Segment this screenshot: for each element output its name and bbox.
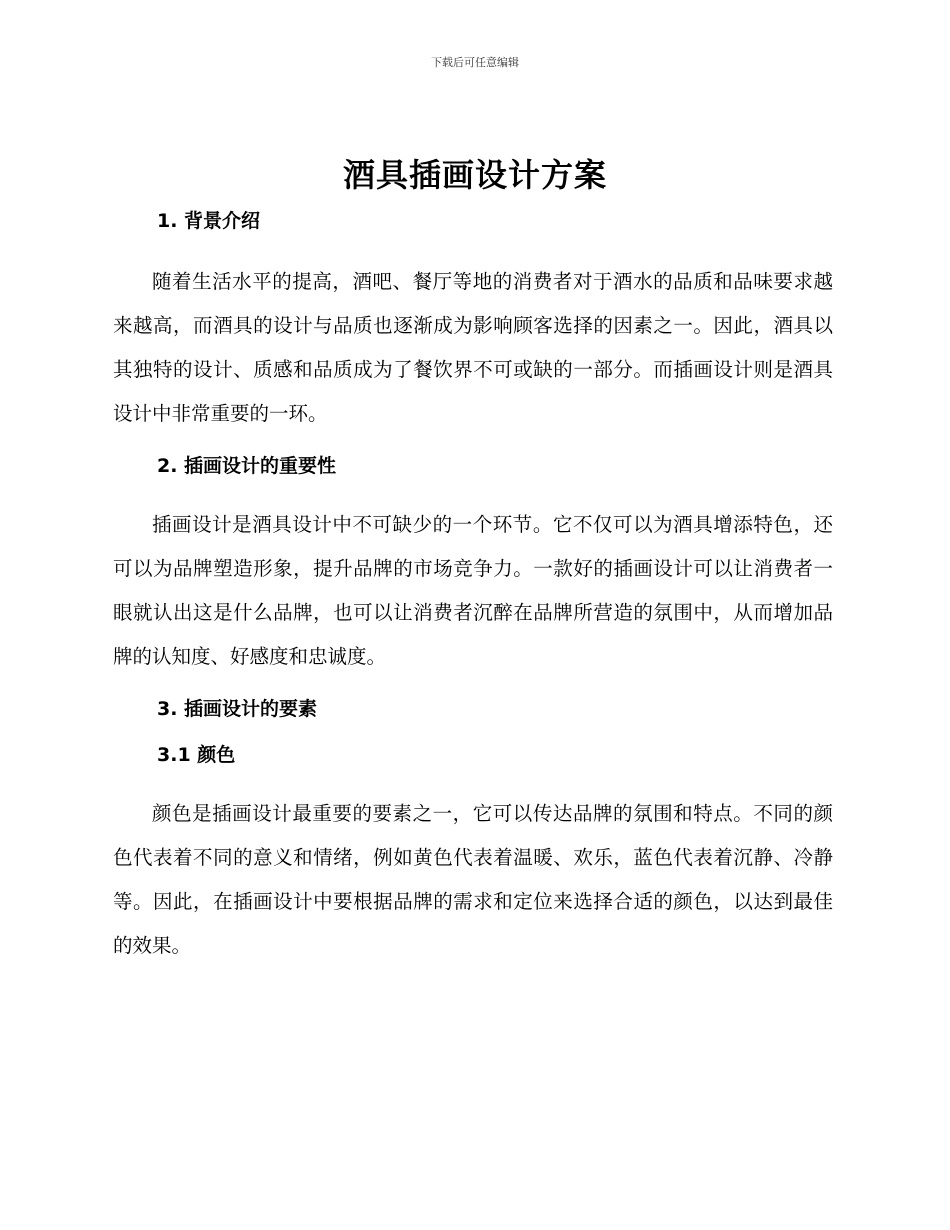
section-paragraph-color: 颜色是插画设计最重要的要素之一，它可以传达品牌的氛围和特点。不同的颜色代表着不同的意义和情绪，例如黄色代表着温暖、欢乐，蓝色代表着沉静、冷静等。因此，在插画设计中要根据品牌的需求和定位来选择合适的颜色，以达到最佳的效果。: [113, 802, 833, 957]
header-note: 下载后可任意编辑: [431, 56, 519, 69]
document-title: 酒具插画设计方案: [342, 156, 607, 194]
section-paragraph-importance: 插画设计是酒具设计中不可缺少的一个环节。它不仅可以为酒具增添特色，还可以为品牌塑造形象，提升品牌的市场竞争力。一款好的插画设计可以让消费者一眼就认出这是什么品牌，也可以让消费者沉醉在品牌所营造的氛围中，从而增加品牌的认知度、好感度和忠诚度。: [113, 513, 833, 668]
section-heading-background: 1. 背景介绍: [157, 210, 261, 232]
section-paragraph-background: 随着生活水平的提高，酒吧、餐厅等地的消费者对于酒水的品质和品味要求越来越高，而酒具的设计与品质也逐渐成为影响顾客选择的因素之一。因此，酒具以其独特的设计、质感和品质成为了餐饮界不可或缺的一部分。而插画设计则是酒具设计中非常重要的一环。: [113, 270, 833, 425]
section-heading-elements: 3. 插画设计的要素: [157, 698, 318, 720]
document-body: [113, 205, 833, 968]
section-heading-color: 3.1 颜色: [157, 744, 236, 766]
section-heading-importance: 2. 插画设计的重要性: [157, 455, 337, 477]
